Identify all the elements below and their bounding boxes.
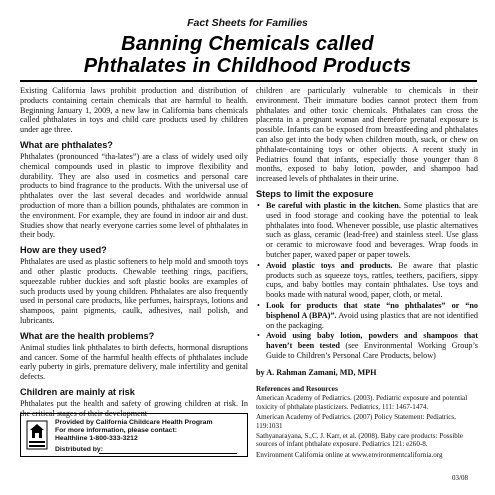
heading-steps: Steps to limit the exposure xyxy=(256,188,374,199)
used-paragraph: Phthalates are used as plastic softeners to help mold and smooth toys and other plastic products. Chewable teething rings, pacifiers, squeezable rubber duckies and soft plastic books are examples of such products used by young children. Phthalates are also frequently used in personal care products, like perfumes, hairsprays, lotions and shampoos, paint pigments, caulk, adhesives, nail polish, and lubricants. xyxy=(20,257,248,325)
heading-health-problems: What are the health problems? xyxy=(20,330,155,341)
left-column xyxy=(20,86,248,419)
reference-item: Sathyanarayana, S.,C. J. Karr, et al. (2008). Baby care products: Possible sources of infant phthalate exposure. Pediatrics 121: e260-8. xyxy=(256,431,463,449)
step-bold: Be careful with plastic in the kitchen. xyxy=(266,200,401,210)
step-text: Be aware that plastic products such as squeeze toys, rattles, teethers, pacifiers, sippy cups, and baby bottles may contain phthalates. Use toys and books made with natural wood, paper, cloth, or metal. xyxy=(266,260,478,300)
health-paragraph: Animal studies link phthalates to birth defects, hormonal disruptions and cancer. Some of the harmful health effects of phthalates include early puberty in girls, premature delivery, male infertility and genital defects. xyxy=(20,342,248,382)
provider-line: Provided by California Childcare Health Program xyxy=(55,419,213,426)
page-title-line2: Phthalates in Childhood Products xyxy=(83,55,412,77)
author-line: by A. Rahman Zamani, MD, MPH xyxy=(256,367,377,377)
steps-list xyxy=(256,201,478,361)
contact-line: For more information, please contact: xyxy=(55,427,177,435)
reference-item: American Academy of Pediatrics. (2003). Pediatric exposure and potential toxicity of phthalate plasticizers. Pediatrics, 111: 1467-1474. xyxy=(256,394,468,411)
reference-item: American Academy of Pediatrics. (2007) Policy Statement: Pediatrics, 119:1031 xyxy=(256,413,456,430)
step-text: Some plastics that are used in food storage and cooking have the potential to leak phthalates into food. Whenever possible, use plastic alternatives such as glass, ceramic (lead-free) and stainless steel. Use glass or ceramic to microwave food and beverages. Wrap foods in butcher paper, waxed paper or paper towels. xyxy=(266,200,478,259)
references-heading: References and Resources xyxy=(256,383,338,393)
heading-what-are-phthalates: What are phthalates? xyxy=(20,139,113,150)
healthline-number: Healthline 1-800-333-3212 xyxy=(55,435,138,443)
continued-paragraph: children are particularly vulnerable to chemicals in their environment. Their immature bodies cannot protect them from phthalates and other toxic chemicals. Phthalates can cross the placenta in a pregnant woman and therefore prenatal exposure is possible. Infants can be exposed from breastfeeding and phthalates can also get into the body when children mouth, suck, or chew on phthalate-containing toys or other objects. A recent study in Pediatrics found that infants, especially those younger than 8 months, exposed to baby lotion, powder, and shampoo had increased levels of phthalates in their urine. xyxy=(256,86,478,184)
step-item: • Look for products that state “no phthalates” or “no bisphenol A (BPA)”. Avoid using plastics that are not identified on the packaging. xyxy=(257,300,479,330)
step-bold: Look for products that state “no phthalates” or “no bisphenol A (BPA)”. xyxy=(266,300,478,320)
step-item: • Avoid plastic toys and products. Be aware that plastic products such as squeeze toys, rattles, teethers, pacifiers, sippy cups, and baby bottles may contain phthalates. Use toys and books made with natural wood, paper, cloth, or metal. xyxy=(257,260,478,300)
title-rule xyxy=(20,80,477,82)
cchp-logo-icon xyxy=(26,420,48,450)
step-item: • Be careful with plastic in the kitchen. Some plastics that are used in food storage and cooking have the potential to leak phthalates into food. Whenever possible, use plastic alternatives such as glass, ceramic (lead-free) and stainless steel. Use glass or ceramic to microwave food and beverages. Wrap foods in butcher paper, waxed paper or paper towels. xyxy=(257,200,478,259)
step-bold: Avoid using baby lotion, powders and shampoos that haven’t been tested xyxy=(266,331,478,351)
heading-children-at-risk: Children are mainly at risk xyxy=(20,386,135,397)
series-kicker: Fact Sheets for Families xyxy=(187,17,308,29)
what-paragraph: Phthalates (pronounced “tha-lates”) are a class of widely used oily chemical compounds used in plastic to improve flexibility and durability. They are also used in cosmetics and personal care products to bind fragrance to the products. With the universal use of phthalates over the last several decades and worldwide annual production of more than a billion pounds, phthalates are common in the environment. For example, they are found in indoor air and dust. Studies show that nearly everyone carries some level of phthalates in their body. xyxy=(20,151,248,240)
step-text: (see Environmental Working Group’s Guide to Children’s Personal Care Products, below) xyxy=(266,341,478,360)
reference-item: Environment California online at www.environmentcalifornia.org xyxy=(256,450,443,459)
step-text: Avoid using plastics that are not identified on the packaging. xyxy=(266,310,479,330)
distributed-by-line xyxy=(99,453,237,454)
page-number: 03/08 xyxy=(452,474,468,482)
intro-paragraph: Existing California laws prohibit production and distribution of products containing certain chemicals that are harmful to health. Beginning January 1, 2009, a new law in California bans chemicals called phthalates in toys and child care products used by children under age three. xyxy=(20,86,248,135)
page-title-line1: Banning Chemicals called xyxy=(121,33,374,55)
step-item: • Avoid using baby lotion, powders and shampoos that haven’t been tested (see Environmental Working Group’s Guide to Children’s Personal Care Products, below) xyxy=(257,331,478,360)
references xyxy=(256,384,478,460)
right-column xyxy=(256,86,478,461)
distributed-by-label: Distributed by: xyxy=(55,446,103,453)
provider-info xyxy=(55,419,213,444)
heading-how-used: How are they used? xyxy=(20,245,107,256)
provider-box xyxy=(20,413,248,457)
risk-paragraph: Phthalates put the health and safety of growing children at risk. In the critical stages of their development xyxy=(20,398,248,418)
step-bold: Avoid plastic toys and products. xyxy=(266,260,393,270)
